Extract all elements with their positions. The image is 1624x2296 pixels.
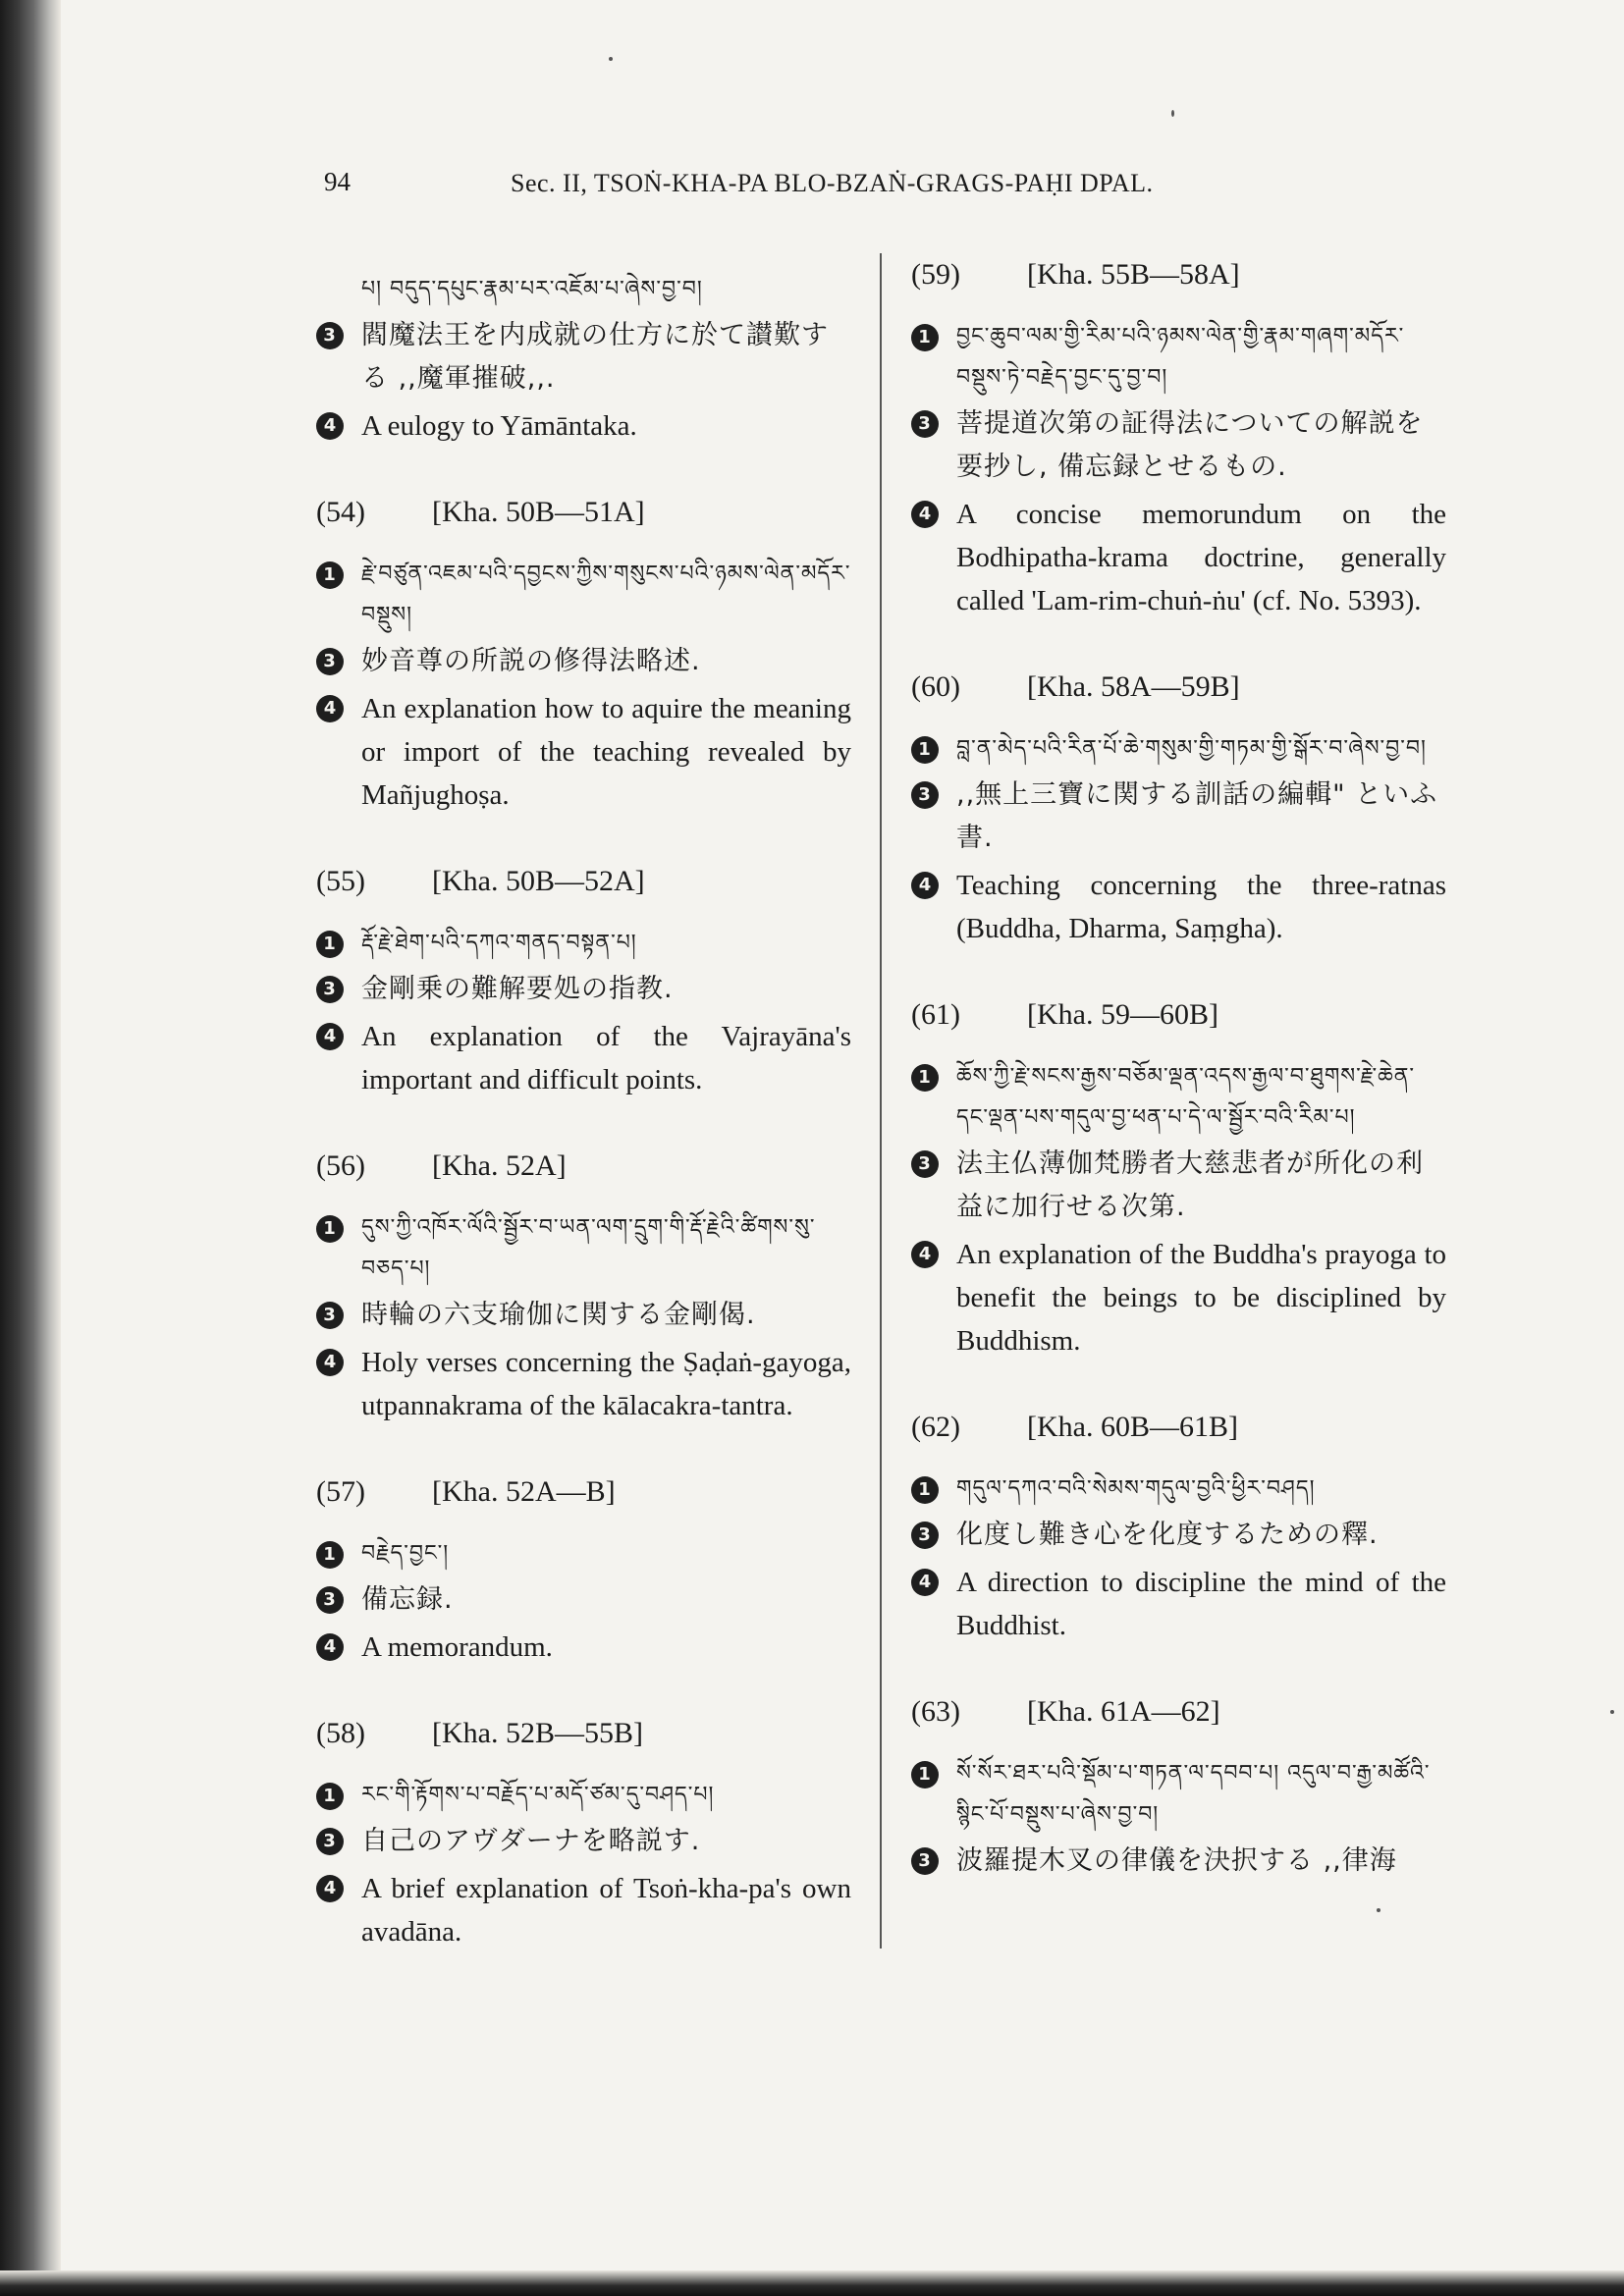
catalog-entry [911,997,1446,1362]
number-1-marker: 1 [911,736,939,764]
left-column [316,265,851,1957]
english-title [316,687,851,817]
scan-bottom-edge [0,2270,1624,2296]
entry-reference: [Kha. 52B—55B] [432,1717,643,1749]
number-3-marker: 3 [316,648,344,675]
japanese-text: 時輪の六支瑜伽に関する金剛偈. [361,1300,756,1330]
entry-number: (58) [316,1717,365,1749]
catalog-entry [911,669,1446,950]
english-title [316,1867,851,1953]
book-binding-edge [0,0,61,2296]
number-1-marker: 1 [911,1476,939,1504]
number-1-marker: 1 [911,324,939,351]
entry-reference: [Kha. 58A—59B] [1027,670,1240,703]
english-text: An explanation of the Buddha's prayoga to benefit the beings to be disciplined by Buddhism. [956,1239,1446,1357]
entry-number: (54) [316,496,365,528]
number-4-marker: 4 [316,1633,344,1661]
entry-reference: [Kha. 55B—58A] [1027,258,1240,291]
japanese-text: 金剛乗の難解要処の指教. [361,974,674,1004]
number-3-marker: 3 [316,976,344,1003]
english-title [911,1561,1446,1647]
entry-number: (56) [316,1149,365,1182]
number-4-marker: 4 [911,501,939,528]
tibetan-title [911,316,1446,399]
number-1-marker: 1 [316,931,344,958]
tibetan-text: བྱང་ཆུབ་ལམ་གྱི་རིམ་པའི་ཉམས་ལེན་གྱི་རྣམ་གཞག་མདོར་བསྡུས་ཏེ་བརྗེད་བྱང་དུ་བྱ་བ། [956,324,1405,390]
number-1-marker: 1 [316,1783,344,1810]
tibetan-text: རྗེ་བཙུན་འཇམ་པའི་དབྱངས་ཀྱིས་གསུངས་པའི་ཉམས་ལེན་མདོར་བསྡུས། [361,561,851,627]
japanese-title [911,1514,1446,1557]
number-4-marker: 4 [316,1023,344,1050]
japanese-title [316,968,851,1011]
japanese-title [316,314,851,400]
entry-reference: [Kha. 60B—61B] [1027,1411,1238,1443]
catalog-entry [316,1148,851,1427]
japanese-title [316,640,851,683]
entry-reference: [Kha. 50B—52A] [432,865,645,897]
number-3-marker: 3 [911,1150,939,1178]
entry-reference: [Kha. 50B—51A] [432,496,645,528]
japanese-text: 妙音尊の所説の修得法略述. [361,646,701,676]
entry-heading [316,495,851,530]
number-3-marker: 3 [316,1828,344,1855]
scan-speck [1171,110,1174,117]
entry-number: (62) [911,1411,960,1443]
tibetan-text: བརྗེད་བྱང་། [361,1541,450,1566]
english-title [316,1015,851,1101]
entry-number: (55) [316,865,365,897]
entry-heading [911,1410,1446,1445]
entry-heading [316,1148,851,1184]
entry-number: (63) [911,1695,960,1728]
english-title [316,1626,851,1669]
tibetan-text: སོ་སོར་ཐར་པའི་སྡོམ་པ་གཏན་ལ་དབབ་པ། འདུལ་བ་རྒྱ་མཚོའི་སྙིང་པོ་བསྡུས་པ་ཞེས་བྱ་བ། [956,1761,1431,1827]
catalog-entry [911,1694,1446,1883]
english-title [316,1341,851,1427]
japanese-title [911,402,1446,489]
entry-reference: [Kha. 61A—62] [1027,1695,1220,1728]
japanese-title [316,1820,851,1863]
japanese-text: 備忘録. [361,1584,454,1615]
tibetan-text: རང་གི་རྟོགས་པ་བརྗོད་པ་མདོ་ཙམ་དུ་བཤད་པ། [361,1783,715,1807]
tibetan-title [911,1753,1446,1836]
entry-reference: [Kha. 59—60B] [1027,998,1218,1031]
number-4-marker: 4 [316,695,344,722]
catalog-entry [316,1474,851,1669]
number-3-marker: 3 [911,1522,939,1549]
tibetan-title: པ། བདུད་དཔུང་རྣམ་པར་འཇོམ་པ་ཞེས་བྱ་བ། [361,277,703,301]
japanese-title [911,774,1446,860]
tibetan-title [316,923,851,964]
number-4-marker: 4 [316,1349,344,1376]
number-1-marker: 1 [911,1064,939,1092]
entry-number: (61) [911,998,960,1031]
japanese-title [316,1294,851,1337]
tibetan-title [316,554,851,636]
number-4-marker: 4 [911,1569,939,1596]
number-4-marker: 4 [911,872,939,899]
english-title [316,404,851,448]
entry-heading [911,669,1446,705]
number-1-marker: 1 [316,561,344,589]
english-text: An explanation how to aquire the meaning or import of the teaching revealed by Mañjughoṣa. [361,693,851,811]
entry-heading [316,1716,851,1751]
catalog-entry [316,1716,851,1953]
tibetan-text: གདུལ་དཀའ་བའི་སེམས་གདུལ་བྱའི་ཕྱིར་བཤད། [956,1476,1316,1501]
english-text: Teaching concerning the three-ratnas (Buddha, Dharma, Saṃgha). [956,870,1446,944]
entry-number: (57) [316,1475,365,1508]
japanese-text: ,,無上三寶に関する訓話の編輯" といふ書. [956,779,1438,853]
japanese-text: 自己のアヴダーナを略説す. [361,1826,701,1856]
scan-speck [1610,1710,1614,1714]
entry-heading [911,1694,1446,1730]
entry-reference: [Kha. 52A—B] [432,1475,616,1508]
english-title [911,493,1446,622]
entry-number: (60) [911,670,960,703]
japanese-text: 波羅提木叉の律儀を決択する ,,律海 [956,1845,1397,1876]
entry-heading [911,997,1446,1033]
number-1-marker: 1 [316,1541,344,1569]
japanese-text: 法主仏薄伽梵勝者大慈悲者が所化の利益に加行せる次第. [956,1148,1424,1222]
japanese-title [316,1578,851,1622]
right-column [911,257,1446,1887]
tibetan-text: བླ་ན་མེད་པའི་རིན་པོ་ཆེ་གསུམ་གྱི་གཏམ་གྱི་སྒོར་བ་ཞེས་བྱ་བ། [956,736,1427,761]
running-title: Sec. II, TSOṄ-KHA-PA BLO-BZAṄ-GRAGS-PAḤI DPAL. [511,169,1154,197]
tibetan-text: དུས་ཀྱི་འཁོར་ལོའི་སྦྱོར་བ་ཡན་ལག་དྲུག་གི་རྡོ་རྗེའི་ཚིགས་སུ་བཅད་པ། [361,1215,816,1281]
entry-reference: [Kha. 52A] [432,1149,567,1182]
english-text: A brief explanation of Tsoṅ-kha-pa's own avadāna. [361,1873,851,1948]
number-1-marker: 1 [911,1761,939,1789]
catalog-entry [316,495,851,817]
tibetan-title [316,1533,851,1575]
entry-heading [316,864,851,899]
number-3-marker: 3 [316,1302,344,1329]
column-divider [880,253,882,1949]
number-4-marker: 4 [316,412,344,440]
english-text: An explanation of the Vajrayāna's important and difficult points. [361,1021,851,1095]
scan-speck [609,57,613,61]
japanese-title [911,1840,1446,1883]
japanese-text: 菩提道次第の証得法についての解説を要抄し, 備忘録とせるもの. [956,408,1424,482]
tibetan-title [316,1775,851,1816]
number-4-marker: 4 [911,1241,939,1268]
continuation-entry [316,269,851,448]
tibetan-title [316,1207,851,1290]
number-4-marker: 4 [316,1875,344,1902]
number-3-marker: 3 [911,410,939,438]
tibetan-title [911,1468,1446,1510]
entry-number: (59) [911,258,960,291]
scan-speck [1377,1908,1380,1912]
number-3-marker: 3 [316,1586,344,1614]
number-3-marker: 3 [911,781,939,809]
english-text: A direction to discipline the mind of the Buddhist. [956,1567,1446,1641]
english-text: Holy verses concerning the Ṣaḍaṅ-gayoga, utpannakrama of the kālacakra-tantra. [361,1347,851,1421]
tibetan-text: རྡོ་རྗེ་ཐེག་པའི་དཀའ་གནད་བསྟན་པ། [361,931,637,955]
english-text: A memorandum. [361,1631,553,1663]
english-title [911,1233,1446,1362]
japanese-text: 閻魔法王を内成就の仕方に於て讃歎する ,,魔軍摧破,,. [361,320,829,394]
tibetan-title [911,1056,1446,1139]
tibetan-text: ཆོས་ཀྱི་རྗེ་སངས་རྒྱས་བཅོམ་ལྡན་འདས་རྒྱལ་བ་ཐུགས་རྗེ་ཆེན་དང་ལྡན་པས་གདུལ་བྱ་ཕན་པ་དེ་ལ་སྦྱོར་བའི་རིམ་པ། [956,1064,1416,1130]
english-text: A concise memorundum on the Bodhipatha-krama doctrine, generally called 'Lam-rim-chuṅ-ṅu' (cf. No. 5393). [956,499,1446,616]
japanese-text: 化度し難き心を化度するための釋. [956,1520,1379,1550]
entry-heading [911,257,1446,293]
page-number: 94 [324,167,351,196]
english-text: A eulogy to Yāmāntaka. [361,410,637,442]
number-1-marker: 1 [316,1215,344,1243]
entry-heading [316,1474,851,1510]
tibetan-title [911,728,1446,770]
number-3-marker: 3 [316,322,344,349]
catalog-entry [316,864,851,1101]
number-3-marker: 3 [911,1847,939,1875]
catalog-entry [911,1410,1446,1647]
catalog-entry [911,257,1446,622]
japanese-title [911,1143,1446,1229]
english-title [911,864,1446,950]
